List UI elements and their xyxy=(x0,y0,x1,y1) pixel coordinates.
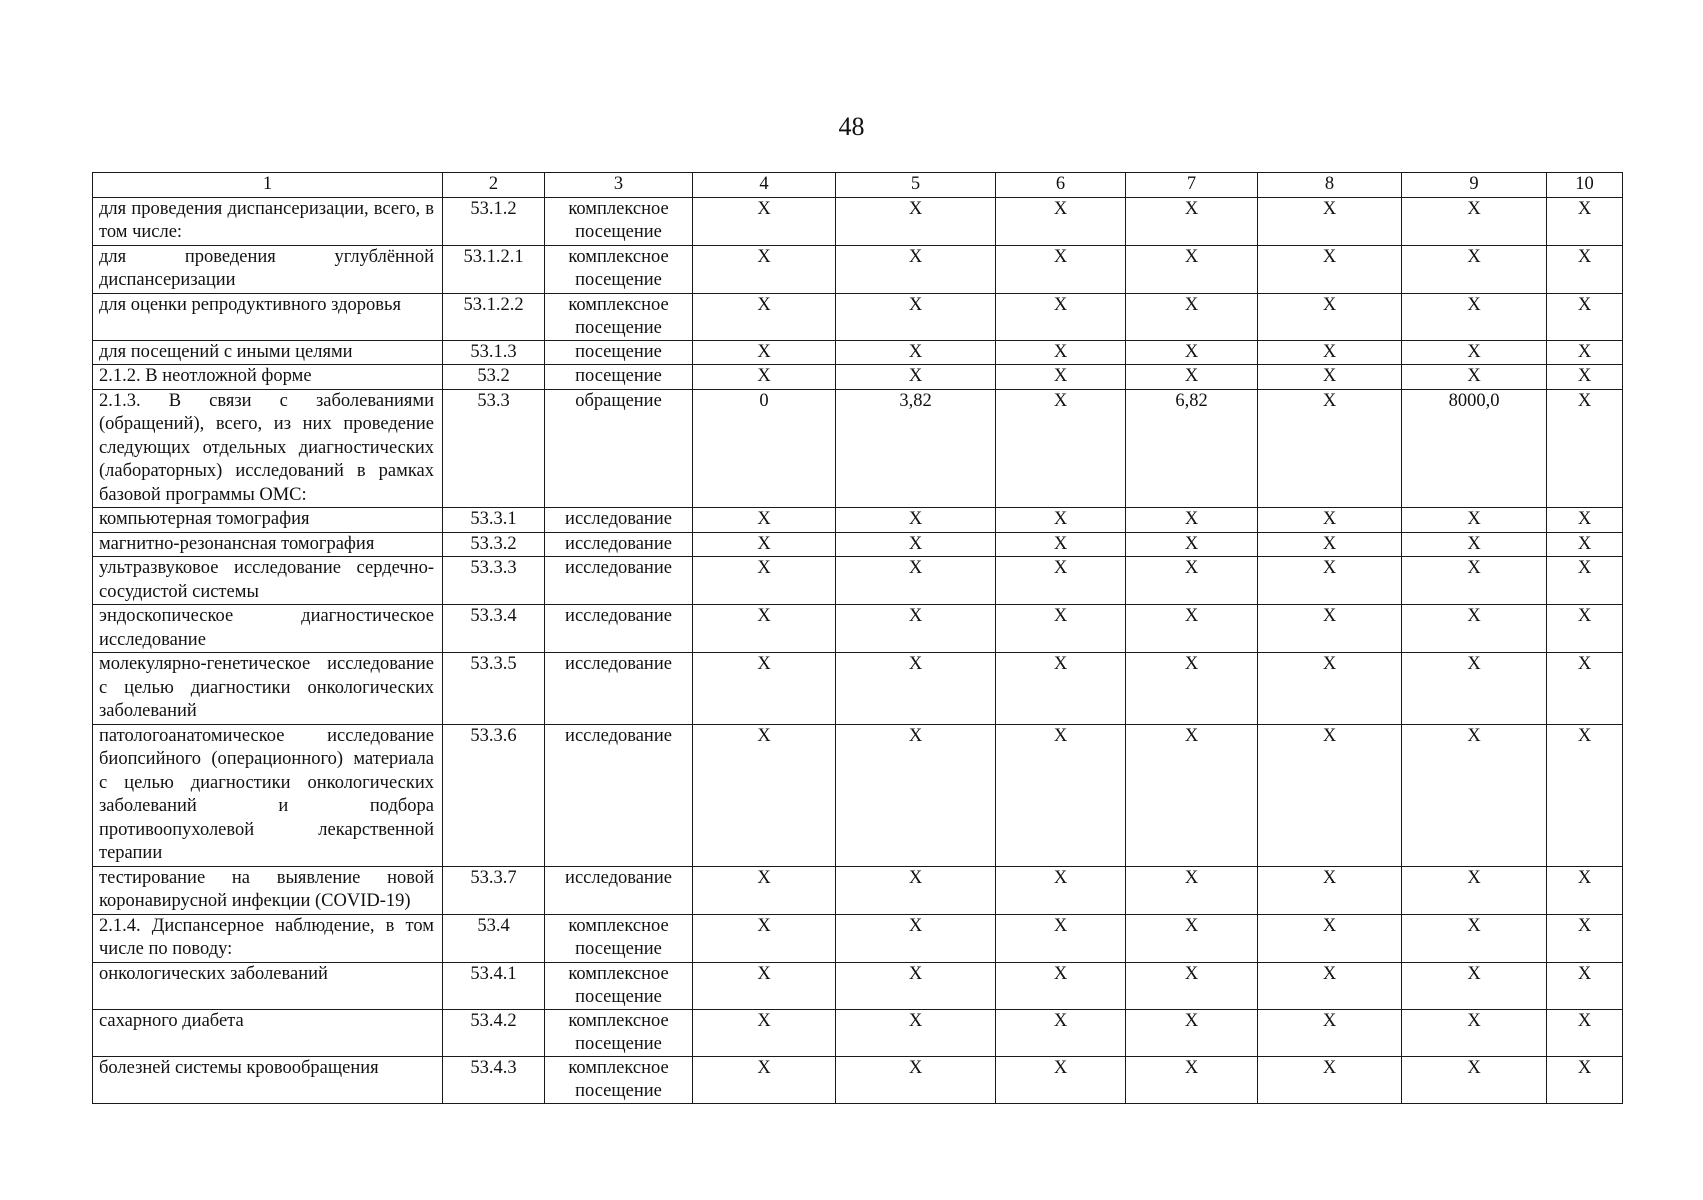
row-value-cell: Х xyxy=(1258,245,1402,293)
row-name-cell: 2.1.2. В неотложной форме xyxy=(93,365,443,390)
row-code-cell: 53.3.6 xyxy=(443,724,545,866)
row-name-cell: патологоанатомическое исследование биопсийного (операционного) материала с целью диагностики онкологических заболеваний и подбора противоопухолевой лекарственной терапии xyxy=(93,724,443,866)
row-value-cell: Х xyxy=(1258,197,1402,245)
row-value-cell: Х xyxy=(693,1056,836,1103)
row-value-cell: Х xyxy=(693,866,836,914)
row-unit-cell: посещение xyxy=(545,365,693,390)
row-value-cell: Х xyxy=(1258,557,1402,605)
row-unit-cell: исследование xyxy=(545,508,693,533)
row-value-cell: Х xyxy=(996,1009,1126,1056)
row-value-cell: Х xyxy=(1547,1056,1623,1103)
row-code-cell: 53.3.7 xyxy=(443,866,545,914)
row-value-cell: Х xyxy=(836,557,996,605)
row-value-cell: Х xyxy=(1258,532,1402,557)
row-name-cell: для проведения диспансеризации, всего, в том числе: xyxy=(93,197,443,245)
row-value-cell: Х xyxy=(1547,605,1623,653)
row-value-cell: Х xyxy=(1258,914,1402,962)
row-unit-cell: исследование xyxy=(545,866,693,914)
row-value-cell: Х xyxy=(836,532,996,557)
row-value-cell: Х xyxy=(836,962,996,1009)
row-value-cell: Х xyxy=(1547,962,1623,1009)
table-row xyxy=(93,1056,1623,1103)
row-value-cell: Х xyxy=(1126,866,1258,914)
table-row xyxy=(93,653,1623,725)
data-table xyxy=(92,172,1623,1104)
row-value-cell: Х xyxy=(1258,340,1402,365)
row-value-cell: Х xyxy=(1547,508,1623,533)
row-value-cell: Х xyxy=(996,866,1126,914)
column-header: 2 xyxy=(443,173,545,198)
row-value-cell: Х xyxy=(996,557,1126,605)
row-value-cell: Х xyxy=(693,557,836,605)
row-value-cell: 3,82 xyxy=(836,389,996,508)
column-header: 6 xyxy=(996,173,1126,198)
row-value-cell: Х xyxy=(1126,724,1258,866)
column-header: 9 xyxy=(1402,173,1547,198)
row-code-cell: 53.3 xyxy=(443,389,545,508)
row-value-cell: Х xyxy=(1258,653,1402,725)
column-header: 3 xyxy=(545,173,693,198)
row-value-cell: Х xyxy=(996,365,1126,390)
row-code-cell: 53.3.5 xyxy=(443,653,545,725)
row-value-cell: Х xyxy=(693,914,836,962)
row-value-cell: Х xyxy=(1402,557,1547,605)
row-value-cell: Х xyxy=(1547,389,1623,508)
row-value-cell: Х xyxy=(1258,293,1402,340)
row-value-cell: 6,82 xyxy=(1126,389,1258,508)
row-value-cell: Х xyxy=(1547,245,1623,293)
row-value-cell: Х xyxy=(1402,653,1547,725)
row-value-cell: Х xyxy=(1547,340,1623,365)
row-code-cell: 53.4.1 xyxy=(443,962,545,1009)
row-unit-cell: комплексное посещение xyxy=(545,293,693,340)
row-unit-cell: комплексное посещение xyxy=(545,1056,693,1103)
column-header: 1 xyxy=(93,173,443,198)
row-value-cell: Х xyxy=(1126,365,1258,390)
row-value-cell: Х xyxy=(1547,724,1623,866)
row-value-cell: Х xyxy=(996,389,1126,508)
header-row xyxy=(93,173,1623,198)
row-value-cell: Х xyxy=(996,197,1126,245)
row-value-cell: Х xyxy=(836,197,996,245)
row-value-cell: Х xyxy=(1402,1009,1547,1056)
row-value-cell: Х xyxy=(1126,914,1258,962)
row-value-cell: Х xyxy=(996,962,1126,1009)
row-value-cell: Х xyxy=(1402,605,1547,653)
row-value-cell: Х xyxy=(996,340,1126,365)
row-code-cell: 53.3.4 xyxy=(443,605,545,653)
row-value-cell: Х xyxy=(693,1009,836,1056)
row-name-cell: 2.1.3. В связи с заболеваниями (обращений), всего, из них проведение следующих отдельных диагностических (лабораторных) исследований в рамках базовой программы ОМС: xyxy=(93,389,443,508)
column-header: 10 xyxy=(1547,173,1623,198)
row-name-cell: магнитно-резонансная томография xyxy=(93,532,443,557)
table-row xyxy=(93,197,1623,245)
row-name-cell: онкологических заболеваний xyxy=(93,962,443,1009)
row-code-cell: 53.1.2.1 xyxy=(443,245,545,293)
row-value-cell: Х xyxy=(996,532,1126,557)
row-value-cell: Х xyxy=(1402,508,1547,533)
row-unit-cell: комплексное посещение xyxy=(545,245,693,293)
row-value-cell: Х xyxy=(1258,508,1402,533)
table-body xyxy=(93,197,1623,1103)
table-row xyxy=(93,508,1623,533)
row-value-cell: Х xyxy=(836,1009,996,1056)
row-value-cell: Х xyxy=(836,866,996,914)
row-value-cell: Х xyxy=(996,605,1126,653)
row-value-cell: Х xyxy=(1126,197,1258,245)
row-name-cell: компьютерная томография xyxy=(93,508,443,533)
row-value-cell: Х xyxy=(1258,1056,1402,1103)
row-value-cell: Х xyxy=(1402,340,1547,365)
row-value-cell: Х xyxy=(1126,1009,1258,1056)
row-unit-cell: комплексное посещение xyxy=(545,962,693,1009)
row-value-cell: Х xyxy=(836,653,996,725)
row-value-cell: Х xyxy=(693,245,836,293)
row-value-cell: Х xyxy=(1402,724,1547,866)
row-value-cell: Х xyxy=(1547,557,1623,605)
row-value-cell: Х xyxy=(1402,197,1547,245)
row-value-cell: Х xyxy=(1547,866,1623,914)
row-name-cell: эндоскопическое диагностическое исследование xyxy=(93,605,443,653)
row-value-cell: Х xyxy=(1547,365,1623,390)
row-unit-cell: посещение xyxy=(545,340,693,365)
row-value-cell: Х xyxy=(1258,866,1402,914)
row-name-cell: молекулярно-генетическое исследование с целью диагностики онкологических заболеваний xyxy=(93,653,443,725)
row-value-cell: Х xyxy=(693,508,836,533)
row-value-cell: Х xyxy=(1126,508,1258,533)
row-value-cell: Х xyxy=(1402,962,1547,1009)
row-code-cell: 53.3.3 xyxy=(443,557,545,605)
row-value-cell: Х xyxy=(1547,532,1623,557)
table-row xyxy=(93,557,1623,605)
row-code-cell: 53.3.2 xyxy=(443,532,545,557)
row-value-cell: Х xyxy=(1402,1056,1547,1103)
row-value-cell: Х xyxy=(1547,293,1623,340)
row-value-cell: Х xyxy=(693,293,836,340)
row-name-cell: ультразвуковое исследование сердечно-сосудистой системы xyxy=(93,557,443,605)
row-value-cell: Х xyxy=(693,653,836,725)
row-value-cell: Х xyxy=(836,293,996,340)
row-code-cell: 53.1.2.2 xyxy=(443,293,545,340)
row-code-cell: 53.2 xyxy=(443,365,545,390)
row-value-cell: Х xyxy=(836,508,996,533)
row-value-cell: Х xyxy=(1547,197,1623,245)
row-value-cell: Х xyxy=(1258,605,1402,653)
row-value-cell: Х xyxy=(996,914,1126,962)
row-value-cell: Х xyxy=(1402,914,1547,962)
row-value-cell: Х xyxy=(1126,1056,1258,1103)
row-value-cell: Х xyxy=(1258,724,1402,866)
row-value-cell: Х xyxy=(1547,1009,1623,1056)
table-row xyxy=(93,365,1623,390)
row-code-cell: 53.3.1 xyxy=(443,508,545,533)
row-value-cell: Х xyxy=(1126,293,1258,340)
row-code-cell: 53.4 xyxy=(443,914,545,962)
row-value-cell: 8000,0 xyxy=(1402,389,1547,508)
row-unit-cell: комплексное посещение xyxy=(545,1009,693,1056)
row-value-cell: Х xyxy=(1402,866,1547,914)
row-value-cell: Х xyxy=(1126,245,1258,293)
row-unit-cell: исследование xyxy=(545,605,693,653)
row-name-cell: сахарного диабета xyxy=(93,1009,443,1056)
row-value-cell: Х xyxy=(1547,914,1623,962)
row-value-cell: Х xyxy=(1126,340,1258,365)
page-number: 48 xyxy=(838,112,865,141)
row-code-cell: 53.1.2 xyxy=(443,197,545,245)
table-row xyxy=(93,1009,1623,1056)
row-unit-cell: исследование xyxy=(545,532,693,557)
row-value-cell: Х xyxy=(693,365,836,390)
table-row xyxy=(93,605,1623,653)
row-value-cell: Х xyxy=(996,508,1126,533)
row-name-cell: 2.1.4. Диспансерное наблюдение, в том числе по поводу: xyxy=(93,914,443,962)
table-row xyxy=(93,962,1623,1009)
column-header: 5 xyxy=(836,173,996,198)
row-value-cell: Х xyxy=(1126,962,1258,1009)
row-value-cell: Х xyxy=(836,365,996,390)
column-header: 8 xyxy=(1258,173,1402,198)
table-row xyxy=(93,914,1623,962)
row-value-cell: Х xyxy=(693,197,836,245)
row-value-cell: Х xyxy=(1126,557,1258,605)
table-row xyxy=(93,724,1623,866)
row-value-cell: Х xyxy=(1126,605,1258,653)
row-value-cell: Х xyxy=(836,605,996,653)
row-value-cell: Х xyxy=(996,293,1126,340)
row-name-cell: тестирование на выявление новой коронавирусной инфекции (COVID-19) xyxy=(93,866,443,914)
row-code-cell: 53.4.2 xyxy=(443,1009,545,1056)
table-row xyxy=(93,389,1623,508)
row-unit-cell: исследование xyxy=(545,653,693,725)
row-value-cell: Х xyxy=(693,605,836,653)
row-value-cell: Х xyxy=(693,340,836,365)
row-value-cell: Х xyxy=(1402,532,1547,557)
row-name-cell: болезней системы кровообращения xyxy=(93,1056,443,1103)
row-value-cell: Х xyxy=(693,724,836,866)
row-value-cell: Х xyxy=(996,724,1126,866)
row-value-cell: Х xyxy=(1547,653,1623,725)
row-value-cell: Х xyxy=(836,914,996,962)
row-value-cell: Х xyxy=(836,724,996,866)
row-unit-cell: исследование xyxy=(545,557,693,605)
row-value-cell: Х xyxy=(996,245,1126,293)
row-value-cell: Х xyxy=(996,653,1126,725)
row-value-cell: Х xyxy=(693,532,836,557)
row-unit-cell: комплексное посещение xyxy=(545,197,693,245)
row-unit-cell: исследование xyxy=(545,724,693,866)
table-row xyxy=(93,245,1623,293)
row-value-cell: Х xyxy=(1402,245,1547,293)
row-value-cell: Х xyxy=(836,1056,996,1103)
row-value-cell: Х xyxy=(836,245,996,293)
row-value-cell: Х xyxy=(1258,1009,1402,1056)
table-row xyxy=(93,293,1623,340)
row-name-cell: для проведения углублённой диспансеризации xyxy=(93,245,443,293)
row-value-cell: Х xyxy=(693,962,836,1009)
row-value-cell: Х xyxy=(1126,653,1258,725)
row-value-cell: Х xyxy=(1402,365,1547,390)
row-name-cell: для оценки репродуктивного здоровья xyxy=(93,293,443,340)
table-row xyxy=(93,532,1623,557)
row-value-cell: Х xyxy=(1258,389,1402,508)
row-code-cell: 53.1.3 xyxy=(443,340,545,365)
row-code-cell: 53.4.3 xyxy=(443,1056,545,1103)
row-unit-cell: обращение xyxy=(545,389,693,508)
column-header: 4 xyxy=(693,173,836,198)
row-unit-cell: комплексное посещение xyxy=(545,914,693,962)
row-value-cell: Х xyxy=(836,340,996,365)
row-value-cell: 0 xyxy=(693,389,836,508)
table-row xyxy=(93,866,1623,914)
row-value-cell: Х xyxy=(1126,532,1258,557)
row-value-cell: Х xyxy=(1258,365,1402,390)
column-header: 7 xyxy=(1126,173,1258,198)
row-value-cell: Х xyxy=(1258,962,1402,1009)
table-row xyxy=(93,340,1623,365)
row-value-cell: Х xyxy=(996,1056,1126,1103)
row-name-cell: для посещений с иными целями xyxy=(93,340,443,365)
row-value-cell: Х xyxy=(1402,293,1547,340)
